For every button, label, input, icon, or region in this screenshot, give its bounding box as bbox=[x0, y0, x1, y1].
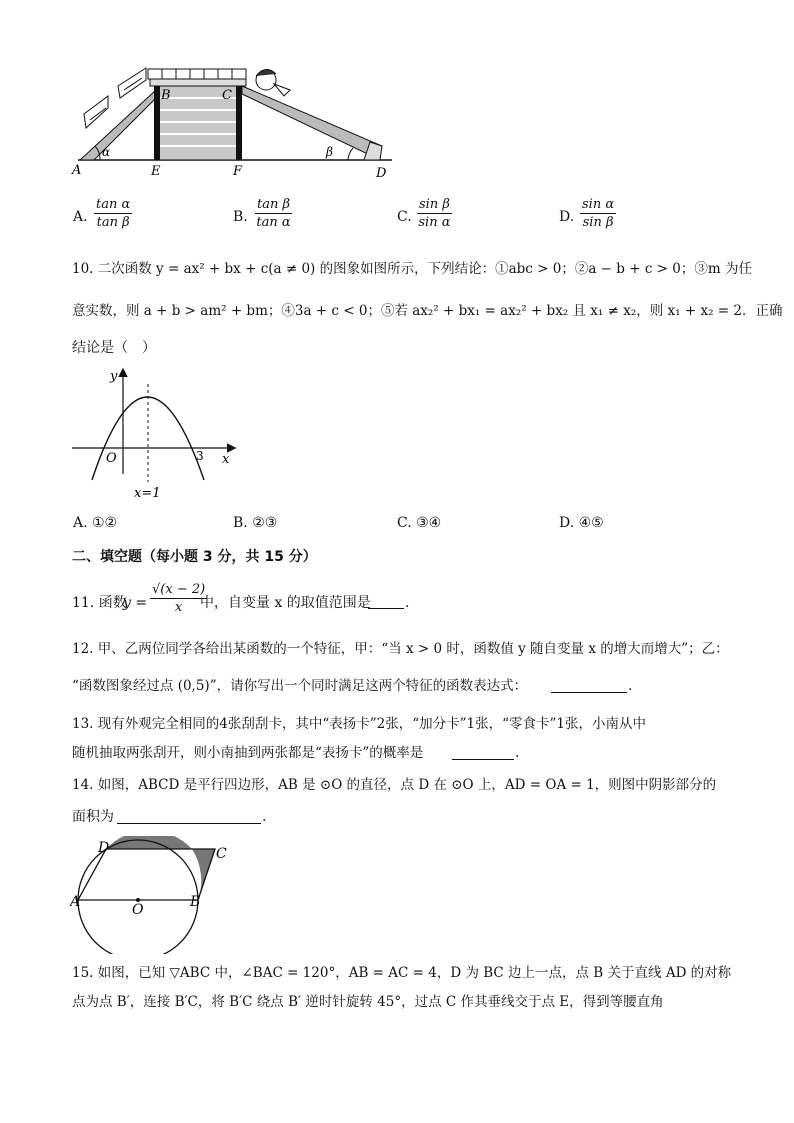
q14-label-B: B bbox=[190, 894, 201, 910]
q14-end: . bbox=[262, 809, 267, 825]
q10-line-2: 意实数，则 a + b > am² + bm；④3a + c < 0；⑤若 ax₂² + bx₁ = ax₂² + bx₂ 且 x₁ ≠ x₂，则 x₁ + x₂ = 2．正确 bbox=[72, 303, 783, 319]
q11-prefix: 11. 函数 bbox=[72, 595, 127, 611]
q9-option-d-letter: D. bbox=[559, 209, 575, 225]
q13-line-2: 随机抽取两张刮开，则小南抽到两张都是“表扬卡”的概率是 bbox=[72, 745, 424, 761]
q15-line-1: 15. 如图，已知 ▽ABC 中，∠BAC = 120°，AB = AC = 4，D 为 BC 边上一点，点 B 关于直线 AD 的对称 bbox=[72, 965, 732, 981]
graph-label-symmetry: x=1 bbox=[134, 486, 161, 501]
q9-option-c-num: sin β bbox=[419, 197, 450, 212]
q9-option-c-den: sin α bbox=[418, 215, 451, 230]
graph-label-origin: O bbox=[106, 451, 117, 466]
label-D: D bbox=[376, 166, 387, 181]
q12-line-1: 12. 甲、乙两位同学各给出某函数的一个特征，甲：“当 x > 0 时，函数值 y 随自变量 x 的增大而增大”；乙： bbox=[72, 641, 729, 657]
q12-end: . bbox=[628, 678, 633, 694]
q14-label-A: A bbox=[70, 894, 81, 910]
graph-label-x: x bbox=[222, 452, 230, 467]
q10-option-d: D. ④⑤ bbox=[559, 515, 604, 531]
q11-num: √(x − 2) bbox=[152, 582, 206, 597]
q11-suffix: 中，自变量 x 的取值范围是 bbox=[200, 595, 371, 611]
q14-label-O: O bbox=[132, 902, 144, 918]
q10-option-b: B. ②③ bbox=[233, 515, 278, 531]
q10-option-c: C. ③④ bbox=[397, 515, 442, 531]
q11-fraction bbox=[150, 582, 207, 615]
q9-option-b-fraction bbox=[255, 197, 292, 230]
q15-line-2: 点为点 B′，连接 B′C，将 B′C 绕点 B′ 逆时针旋转 45°，过点 C 作其垂线交于点 E，得到等腰直角 bbox=[72, 994, 664, 1010]
q13-line-1: 13. 现有外观完全相同的4张刮刮卡，其中“表扬卡”2张，“加分卡”1张，“零食卡”1张，小南从中 bbox=[72, 716, 647, 732]
q9-option-b-letter: B. bbox=[233, 209, 248, 225]
parallelogram-abcd bbox=[78, 849, 215, 900]
q14-line-1: 14. 如图，ABCD 是平行四边形，AB 是 ⊙O 的直径，点 D 在 ⊙O 上，AD = OA = 1，则图中阴影部分的 bbox=[72, 777, 717, 793]
q9-option-d-den: sin β bbox=[582, 215, 614, 230]
label-C: C bbox=[222, 88, 232, 103]
label-beta: β bbox=[326, 145, 333, 159]
q9-option-b-num: tan β bbox=[257, 197, 290, 212]
q14-label-C: C bbox=[216, 846, 227, 862]
q13-end: . bbox=[515, 745, 520, 761]
circle-o bbox=[78, 840, 201, 954]
label-alpha: α bbox=[102, 145, 111, 159]
q14-line-2: 面积为 bbox=[72, 809, 114, 825]
q9-option-b-den: tan α bbox=[256, 215, 291, 230]
q12-answer-blank[interactable] bbox=[551, 678, 627, 693]
q14-label-D: D bbox=[98, 840, 110, 856]
q9-option-c-fraction bbox=[417, 197, 452, 230]
graph-label-three: 3 bbox=[196, 449, 204, 463]
q11-y: y = bbox=[123, 595, 148, 611]
q11-den: x bbox=[174, 600, 183, 615]
q9-option-a-den: tan β bbox=[96, 215, 130, 230]
q10-line-1: 10. 二次函数 y = ax² + bx + c(a ≠ 0) 的图象如图所示，下列结论：①abc > 0；②a − b + c > 0；③m 为任 bbox=[72, 261, 752, 277]
q10-option-a: A. ①② bbox=[73, 515, 118, 531]
q9-option-a-fraction bbox=[94, 197, 132, 230]
label-F: F bbox=[233, 164, 243, 179]
q9-option-d-num: sin α bbox=[582, 197, 615, 212]
q9-option-d-fraction bbox=[580, 197, 616, 230]
q13-answer-blank[interactable] bbox=[452, 745, 514, 760]
q9-option-a-num: tan α bbox=[96, 197, 131, 212]
q9-option-a-letter: A. bbox=[73, 209, 88, 225]
section-2-heading: 二、填空题（每小题 3 分，共 15 分） bbox=[72, 549, 317, 565]
q14-answer-blank[interactable] bbox=[117, 809, 261, 824]
q11-end: . bbox=[405, 595, 410, 611]
q9-option-c-letter: C. bbox=[397, 209, 412, 225]
q10-line-3: 结论是（ ） bbox=[72, 340, 156, 356]
label-B: B bbox=[161, 88, 171, 103]
label-A: A bbox=[72, 163, 82, 178]
graph-label-y: y bbox=[110, 369, 118, 384]
q12-line-2: “函数图象经过点 (0,5)”，请你写出一个同时满足这两个特征的函数表达式： bbox=[72, 678, 528, 694]
q14-circle-figure bbox=[70, 836, 240, 954]
q10-parabola-graph bbox=[68, 364, 248, 504]
label-E: E bbox=[151, 164, 161, 179]
slide-bridge-figure bbox=[70, 62, 400, 182]
q11-answer-blank[interactable] bbox=[368, 594, 404, 609]
